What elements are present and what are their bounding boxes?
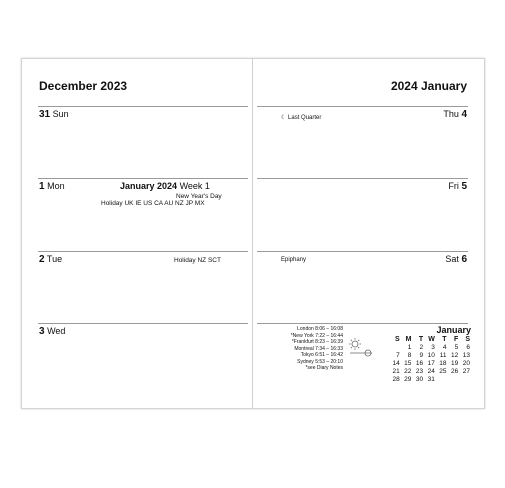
week-month: January 2024 — [120, 181, 178, 191]
calendar-day — [436, 376, 448, 384]
calendar-day: 6 — [466, 344, 470, 351]
day-divider — [257, 106, 468, 107]
calendar-day: 15 — [404, 360, 412, 367]
calendar-day: 21 — [392, 368, 400, 375]
sun-time-tokyo: Tokyo 6:51 – 16:42 — [300, 352, 343, 358]
day-number: 1 — [39, 181, 45, 192]
day-number: 2 — [39, 254, 45, 265]
calendar-day: 20 — [462, 360, 470, 367]
day-divider — [257, 251, 468, 252]
day-name: Fri — [448, 181, 459, 191]
calendar-week-row — [389, 360, 471, 368]
calendar-day: 10 — [427, 352, 435, 359]
calendar-week-row — [389, 352, 471, 360]
sun-time-london: London 8:06 – 16:08 — [297, 326, 343, 332]
calendar-day: 3 — [431, 344, 435, 351]
week-heading — [120, 181, 210, 191]
calendar-day: 23 — [415, 368, 424, 375]
calendar-day: 22 — [404, 368, 412, 375]
calendar-day: 26 — [450, 368, 459, 375]
sun-time-sydney: Sydney 5:53 – 20:10 — [297, 358, 343, 365]
day-label-fri-5 — [448, 181, 467, 192]
calendar-day: 18 — [439, 360, 447, 367]
mini-calendar-title: January — [436, 325, 471, 335]
new-years-day-label: New Year's Day — [176, 193, 222, 200]
weekday-header: S — [395, 336, 400, 343]
day-label-tue-2 — [39, 254, 62, 265]
sunrise-sunset-icon — [346, 336, 376, 358]
calendar-day: 12 — [450, 352, 459, 359]
day-divider — [257, 178, 468, 179]
calendar-day: 24 — [427, 368, 435, 375]
sunrise-sunset-times — [279, 326, 343, 372]
calendar-day — [459, 376, 471, 384]
day-divider — [38, 251, 248, 252]
sun-time-note: *see Diary Notes — [305, 365, 343, 371]
left-page — [22, 59, 252, 408]
calendar-day: 25 — [439, 368, 447, 375]
day-label-thu-4 — [443, 109, 467, 120]
calendar-day: 13 — [462, 352, 470, 359]
calendar-day: 28 — [392, 376, 400, 383]
day-name: Tue — [46, 254, 63, 264]
calendar-day: 4 — [442, 344, 447, 351]
last-quarter-event: ☾ Last Quarter — [281, 115, 322, 121]
calendar-week-row — [389, 344, 471, 352]
day-divider — [257, 323, 468, 324]
calendar-day: 29 — [404, 376, 412, 383]
day-number: 31 — [39, 109, 51, 120]
calendar-week-row — [389, 376, 471, 384]
day-number: 5 — [461, 181, 467, 192]
sun-time-montreal: Montreal 7:34 – 16:33 — [294, 345, 343, 352]
calendar-day: 31 — [427, 376, 435, 383]
day-name: Sat — [445, 254, 459, 264]
calendar-day: 11 — [439, 352, 447, 359]
weekday-header: T — [442, 336, 447, 343]
day-name: Mon — [47, 181, 65, 191]
calendar-day: 17 — [427, 360, 435, 367]
day-divider — [38, 178, 248, 179]
calendar-day: 27 — [462, 368, 470, 375]
weekday-header: F — [453, 336, 459, 343]
weekday-header: W — [428, 336, 435, 343]
calendar-day: 1 — [407, 344, 412, 351]
day-name: Wed — [47, 326, 66, 336]
weekday-header: T — [418, 336, 424, 343]
calendar-day: 14 — [392, 360, 400, 367]
calendar-day: 5 — [454, 344, 459, 351]
day-name: Sun — [52, 109, 69, 119]
left-month-title: December 2023 — [39, 79, 128, 93]
day-label-sun-31 — [39, 109, 69, 120]
right-month-title: 2024 January — [390, 79, 467, 93]
holiday-countries-2: Holiday NZ SCT — [174, 257, 221, 264]
calendar-day: 8 — [407, 352, 412, 359]
calendar-week-row — [389, 368, 471, 376]
day-name: Thu — [443, 109, 459, 119]
epiphany-event: Epiphany — [281, 257, 307, 263]
sun-time-frankfurt: *Frankfurt 8:23 – 16:39 — [291, 339, 343, 345]
right-page — [253, 59, 484, 408]
weekday-header: M — [405, 336, 412, 343]
calendar-day: 16 — [415, 360, 424, 367]
sun-time-new-york: *New York 7:22 – 16:44 — [290, 332, 343, 339]
mini-calendar-january — [389, 325, 471, 384]
day-number: 4 — [461, 109, 467, 120]
day-divider — [38, 106, 248, 107]
week-number: Week 1 — [179, 181, 210, 191]
mini-calendar-grid — [389, 336, 471, 384]
weekday-header-row — [389, 336, 471, 344]
calendar-day: 9 — [419, 352, 424, 359]
day-label-sat-6 — [445, 254, 467, 265]
calendar-day — [448, 376, 460, 384]
weekday-header: S — [465, 336, 470, 343]
holiday-countries-1: Holiday UK IE US CA AU NZ JP MX — [101, 200, 205, 207]
calendar-day: 19 — [450, 360, 459, 367]
day-label-mon-1 — [39, 181, 65, 192]
calendar-day: 2 — [419, 344, 424, 351]
calendar-day: 7 — [396, 352, 400, 359]
day-number: 6 — [461, 254, 467, 265]
day-divider — [38, 323, 248, 324]
day-label-wed-3 — [39, 326, 65, 337]
day-number: 3 — [39, 326, 45, 337]
calendar-day — [389, 344, 401, 352]
diary-spread — [21, 58, 485, 409]
calendar-day: 30 — [415, 376, 424, 383]
